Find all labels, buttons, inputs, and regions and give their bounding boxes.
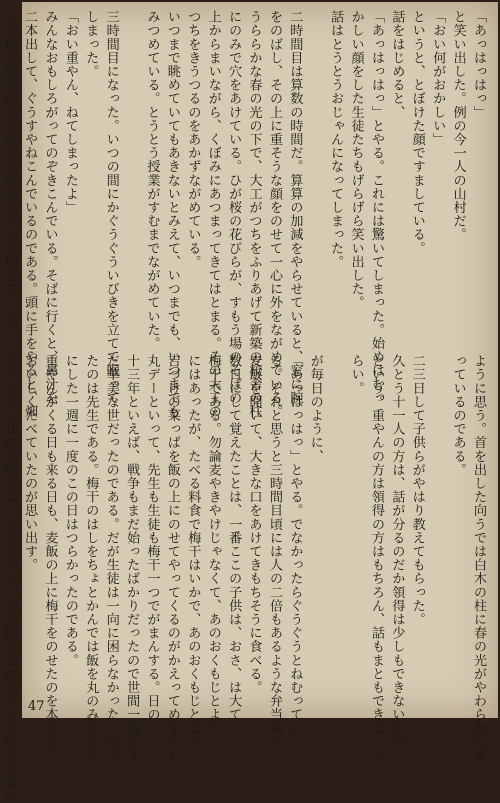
text-line: という。重やんの方は領得の方はもちろん、話もまともできないん [368,354,384,762]
text-line: にはあったが、たべる料食で梅干はいかで、あのおくもじとよう [185,354,201,749]
text-line: 麦飯を開いて、大きな口をあけてきもちそうに食べる。 [246,354,262,694]
text-line: 二時間目は算数の時間だ。算算の加減をやらせていると、窓に腕 [287,10,303,405]
text-line: っているのである。 [450,354,466,477]
text-line: 重やんがくる日も来る日も、麦飯の上に梅干をのせたのを本当に [42,354,58,749]
text-line: にした一週に一度のこの日はつらかったのである。 [62,354,78,667]
text-line [121,10,141,335]
text-line: いつまで眺めていてもあきないとみえて、いつまでも、いつまでも [164,10,180,418]
text-line: 二三日して子供らがやはり教えてもらった。 [409,354,425,626]
text-line: ように思う。首を出した向うでは白木の柱に春の光がやわらかに光 [471,354,486,762]
text-line: だ華美な世だったのである。だが生徒は一向に困らなかった。困っ [103,354,119,762]
page-number: 47 [28,699,45,714]
text-line: 久とう十一人の方は、話が分るのだか領得は少しもできないのだ [389,354,405,749]
text-line: が毎日のように、 [307,354,323,463]
text-line: い子供の感覚が長くのび生の毛の下から伸びている。 [1,10,17,337]
text-line: というと、とぼけた顔ですましている。 [409,10,425,255]
text-line: らい。 [348,354,364,395]
text-line: 「おい何がおかしい」 [430,10,446,146]
text-line: おいしくたべていたのが思い出す。 [22,354,38,572]
text-line [325,354,345,694]
text-line: みんなおもしろがってのぞきこんでいる。そばに行くと、鼻汁を [42,10,58,405]
text-line: 丸デーといって、先生も生徒も梅干一つでがまんする。日の [144,354,160,722]
text-line: 数日にして覚えたことは、一番ここの子供は、おさ、は大てい [226,354,242,735]
text-line: 二本出して、ぐうすやねこんでいるのである。頭に手をやると、畑 [22,10,38,418]
text-line: たのは先生である。梅干のはしをちょとかんでは飯を丸のみのよう [83,354,99,762]
text-line [427,354,447,694]
text-line: しまった。 [83,10,99,78]
text-line: 吉づけの菜っぱを飯の上にのせてやってくるのがかえってめずらし [164,354,180,762]
text-line: 梅干である。勿論麦やきやけじゃなくて、あのおくもじとよう [205,354,221,735]
text-line: 「あっはっはっ」とやる。でなかったらぐうぐうとねむってい [287,354,303,735]
text-line: 上からまいながら、くぼみにあつまってきてはとまる。その大工の [205,10,221,418]
text-line: 話はとうとうおじゃんになってしまった。 [328,10,344,269]
text-line: みつめている。とうとう授業がすむまでながめていた。 [144,10,160,350]
text-line: うららかな春の光の下で、大工がつちをふりあげて新築の校舎の柱 [246,10,262,418]
text-line: と笑い出した。例の今一人の山村だ。 [450,10,466,242]
text-line: つちをきうつるのをあかずながめている。 [185,10,201,269]
text-line: かしい顔をした生徒たちもげらげら笑い出した。 [348,10,364,310]
text-line: 話をはじめると、 [389,10,405,119]
text-line: る。それと思うと三時間目頃には人の二倍もあるような弁当箱の [266,354,282,749]
text-line: にのみで穴をあけている。ひが桜の花びらが、すもう場のそばの [226,10,242,405]
text-line: とうとうこれには兜をぬいてしまった。が生徒の話は重やんの帽子を高い [1,354,17,803]
text-line: 十三年といえば、戦争もまだ始ったばかりだったので世間一般はま [124,354,140,762]
text-line: 「あっはっはっ」とやる。これには驚いてしまった。始めはむっ [368,10,384,405]
text-line: 「おい重やん、ねてしまったよ」 [62,10,78,214]
text-line: 三時間目になった。いつの間にかぐうぐういびきを立てて眠って [103,10,119,405]
text-line [304,10,324,335]
text-line: をのばし、その上に重そうな顔をのせて一心に外をながめている。 [266,10,282,418]
book-page [1,2,498,803]
text-line: 「あっはっはっ」 [471,10,486,119]
